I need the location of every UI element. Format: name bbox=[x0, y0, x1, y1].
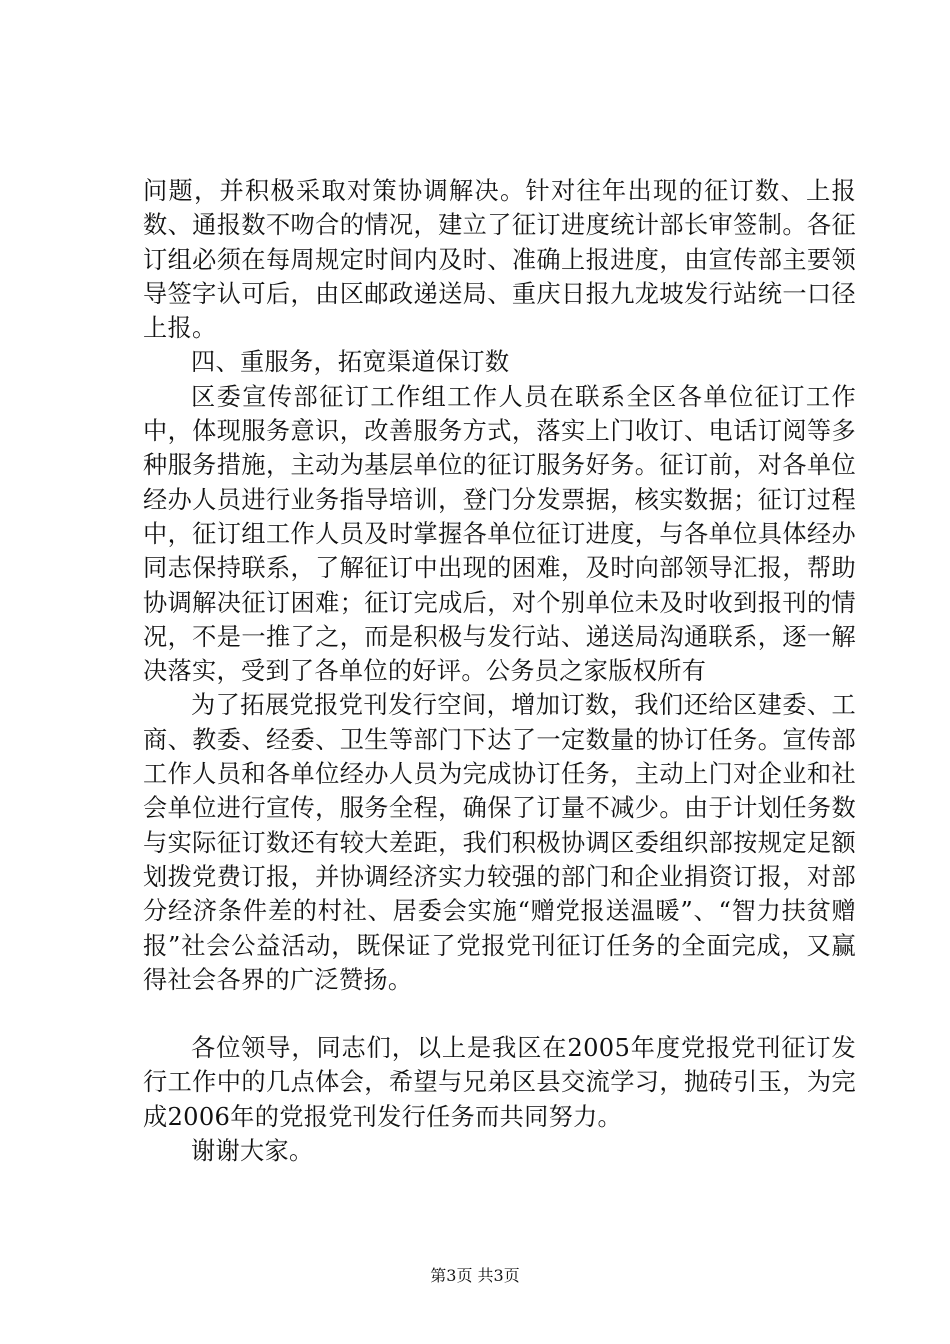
paragraph-service: 区委宣传部征订工作组工作人员在联系全区各单位征订工作中，体现服务意识，改善服务方式，落实上门收订、电话订阅等多种服务措施，主动为基层单位的征订服务好务。征订前，对各单位经办人员进行业务指导培训，登门分发票据，核实数据；征订过程中，征订组工作人员及时掌握各单位征订进度，与各单位具体经办同志保持联系，了解征订中出现的困难，及时向部领导汇报，帮助协调解决征订困难；征订完成后，对个别单位未及时收到报刊的情况，不是一推了之，而是积极与发行站、递送局沟通联系，逐一解决落实，受到了各单位的好评。公务员之家版权所有 bbox=[143, 382, 856, 686]
page-footer: 第3页 共3页 bbox=[430, 1266, 520, 1285]
document-body bbox=[143, 174, 856, 1168]
paragraph-continuation: 问题，并积极采取对策协调解决。针对往年出现的征订数、上报数、通报数不吻合的情况，建立了征订进度统计部长审签制。各征订组必须在每周规定时间内及时、准确上报进度，由宣传部主要领导签字认可后，由区邮政递送局、重庆日报九龙坡发行站统一口径上报。 bbox=[143, 177, 856, 343]
paragraph-expansion: 为了拓展党报党刊发行空间，增加订数，我们还给区建委、工商、教委、经委、卫生等部门下达了一定数量的协订任务。宣传部工作人员和各单位经办人员为完成协订任务，主动上门对企业和社会单位进行宣传，服务全程，确保了订量不减少。由于计划任务数与实际征订数还有较大差距，我们积极协调区委组织部按规定足额划拨党费订报，并协调经济实力较强的部门和企业捐资订报，对部分经济条件差的村社、居委会实施“赠党报送温暖”、“智力扶贫赠报”社会公益活动，既保证了党报党刊征订任务的全面完成，又赢得社会各界的广泛赞扬。 bbox=[143, 691, 856, 994]
section-heading: 四、重服务，拓宽渠道保订数 bbox=[191, 348, 510, 377]
paragraph-closing: 各位领导，同志们，以上是我区在2005年度党报党刊征订发行工作中的几点体会，希望与兄弟区县交流学习，抛砖引玉，为完成2006年的党报党刊发行任务而共同努力。 bbox=[143, 1034, 856, 1131]
paragraph-thanks: 谢谢大家。 bbox=[191, 1137, 314, 1166]
